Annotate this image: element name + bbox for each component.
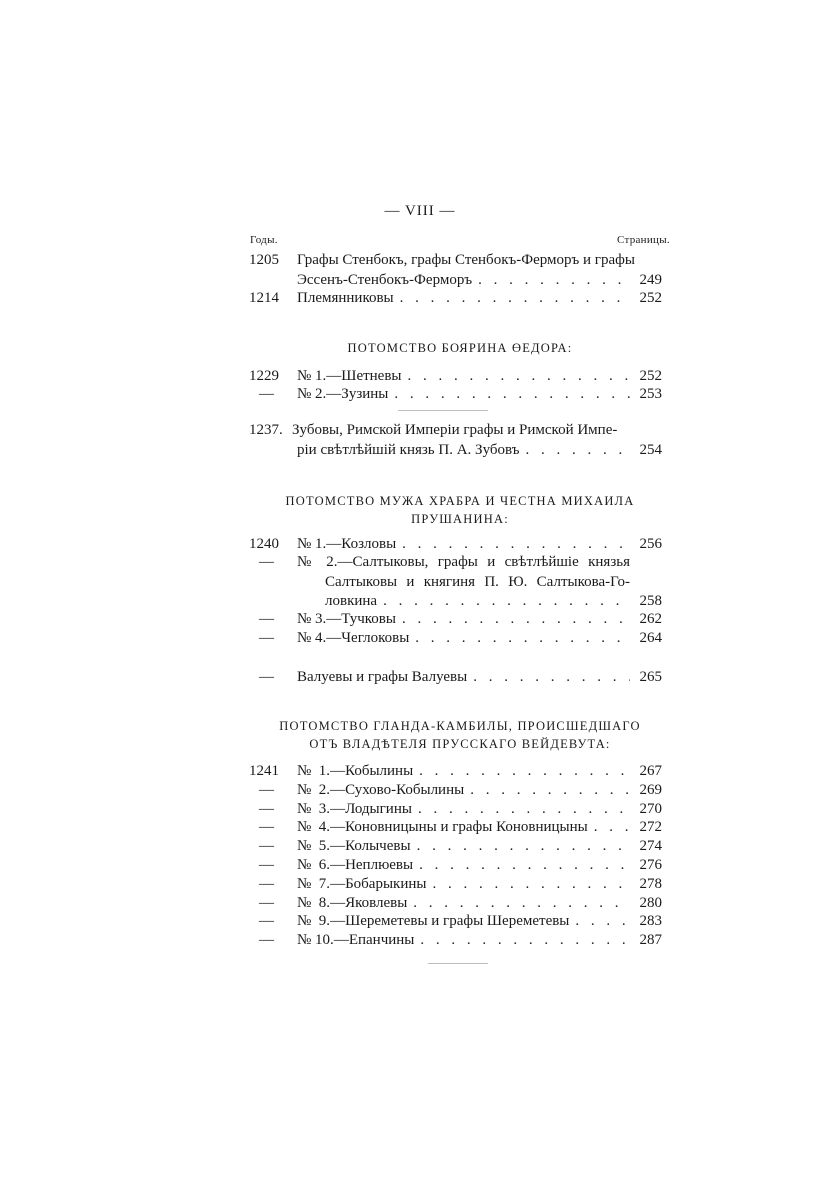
entry-page: 249 — [639, 272, 662, 288]
entry-page: 264 — [639, 630, 662, 646]
section-title — [250, 717, 670, 753]
entry-page: 252 — [639, 290, 662, 306]
toc-entry — [297, 857, 630, 874]
toc-entry — [297, 630, 630, 647]
toc-entry — [297, 272, 630, 289]
section-title-line: ПОТОМСТВО ГЛАНДА-КАМБИЛЫ, ПРОИСШЕДШАГО — [279, 719, 641, 733]
entry-label: № 1.—Шетневы — [297, 368, 402, 384]
entry-page: 253 — [639, 386, 662, 402]
entry-page: 276 — [639, 857, 662, 873]
entry-label: —Епанчины — [333, 932, 415, 948]
entry-number: № 7. — [297, 876, 331, 892]
entry-page: 267 — [639, 763, 662, 779]
entry-year: 1241 — [249, 763, 279, 779]
entry-label: № 4.—Чеглоковы — [297, 630, 410, 646]
entry-text-line: Салтыковы и княгиня П. Ю. Салтыкова-Го- — [325, 574, 630, 590]
entry-text-line: Графы Стенбокъ, графы Стенбокъ-Ферморъ и графы — [297, 252, 635, 268]
entry-page: 256 — [639, 536, 662, 552]
entry-label: —Шереметевы и графы Шереметевы — [330, 913, 570, 929]
entry-page: 258 — [639, 593, 662, 609]
toc-entry — [297, 932, 630, 949]
entry-year: — — [259, 669, 274, 685]
entry-label: Эссенъ-Стенбокъ-Ферморъ — [297, 272, 473, 288]
toc-entry — [325, 593, 630, 610]
toc-entry — [297, 801, 630, 818]
entry-page: 262 — [639, 611, 662, 627]
entry-year: — — [259, 932, 274, 948]
toc-entry — [297, 536, 630, 553]
entry-number: № 5. — [297, 838, 331, 854]
entry-year: — — [259, 913, 274, 929]
entry-label: —Лодыгины — [330, 801, 412, 817]
entry-year: 1240 — [249, 536, 279, 552]
toc-entry — [297, 611, 630, 628]
toc-entry — [297, 913, 630, 930]
entry-text-line: Зубовы, Римской Имперіи графы и Римской Импе- — [292, 422, 618, 438]
entry-number: № 10. — [297, 932, 334, 948]
toc-entry — [297, 876, 630, 893]
section-title-line: ОТЪ ВЛАДѢТЕЛЯ ПРУССКАГО ВЕЙДЕВУТА: — [309, 737, 611, 751]
toc-entry — [297, 290, 630, 307]
section-title-line: ПРУШАНИНА: — [411, 512, 509, 526]
entry-label: —Колычевы — [330, 838, 411, 854]
entry-label: № 3.—Тучковы — [297, 611, 396, 627]
entry-number: № 6. — [297, 857, 331, 873]
entry-page: 270 — [639, 801, 662, 817]
entry-label: —Кобылины — [330, 763, 414, 779]
entry-label: Валуевы и графы Валуевы — [297, 669, 468, 685]
entry-label: ріи свѣтлѣйшій князь П. А. Зубовъ — [297, 442, 520, 458]
divider — [398, 410, 488, 411]
divider — [428, 963, 488, 964]
toc-entry — [297, 782, 630, 799]
entry-page: 252 — [639, 368, 662, 384]
entry-page: 287 — [639, 932, 662, 948]
entry-year: 1205 — [249, 252, 279, 268]
entry-number: № 3. — [297, 801, 331, 817]
entry-number: № 9. — [297, 913, 331, 929]
entry-label: № 2.—Зузины — [297, 386, 389, 402]
column-header-years: Годы. — [250, 234, 278, 246]
entry-year: — — [259, 838, 274, 854]
toc-entry — [297, 669, 630, 686]
toc-entry — [297, 368, 630, 385]
entry-label: —Бобарыкины — [330, 876, 427, 892]
toc-entry — [297, 442, 630, 459]
entry-year: — — [259, 801, 274, 817]
entry-number: № 2. — [297, 782, 331, 798]
entry-label: Племянниковы — [297, 290, 394, 306]
entry-year: — — [259, 819, 274, 835]
page-number: — VIII — — [384, 203, 456, 219]
entry-year: 1229 — [249, 368, 279, 384]
entry-text-line: № 2.—Салтыковы, графы и свѣтлѣйшіе князья — [297, 554, 630, 570]
entry-page: 272 — [639, 819, 662, 835]
section-title: ПОТОМСТВО БОЯРИНА ӨЕДОРА: — [347, 341, 573, 355]
entry-year: — — [259, 782, 274, 798]
entry-label: —Сухово-Кобылины — [330, 782, 465, 798]
entry-page: 254 — [639, 442, 662, 458]
entry-label: —Коновницыны и графы Коновницыны — [330, 819, 588, 835]
entry-label: № 1.—Козловы — [297, 536, 397, 552]
entry-year: — — [259, 876, 274, 892]
entry-label: —Яковлевы — [330, 895, 408, 911]
entry-page: 274 — [639, 838, 662, 854]
entry-page: 280 — [639, 895, 662, 911]
entry-year: — — [259, 611, 274, 627]
entry-number: № 4. — [297, 819, 331, 835]
entry-year: — — [259, 386, 274, 402]
toc-entry — [297, 386, 630, 403]
entry-page: 265 — [639, 669, 662, 685]
toc-entry — [297, 763, 630, 780]
entry-number: № 8. — [297, 895, 331, 911]
entry-year: 1237. — [249, 422, 283, 438]
toc-entry — [297, 895, 630, 912]
entry-page: 278 — [639, 876, 662, 892]
entry-year: — — [259, 630, 274, 646]
entry-page: 269 — [639, 782, 662, 798]
entry-year: — — [259, 554, 274, 570]
toc-entry — [297, 819, 630, 836]
entry-year: 1214 — [249, 290, 279, 306]
entry-label: —Неплюевы — [330, 857, 414, 873]
entry-page: 283 — [639, 913, 662, 929]
entry-label: ловкина — [325, 593, 378, 609]
entry-year: — — [259, 857, 274, 873]
entry-number: № 1. — [297, 763, 331, 779]
section-title-line: ПОТОМСТВО МУЖА ХРАБРА И ЧЕСТНА МИХАИЛА — [285, 494, 635, 508]
toc-entry — [297, 838, 630, 855]
entry-year: — — [259, 895, 274, 911]
column-header-pages: Страницы. — [616, 234, 670, 246]
section-title — [250, 492, 670, 528]
